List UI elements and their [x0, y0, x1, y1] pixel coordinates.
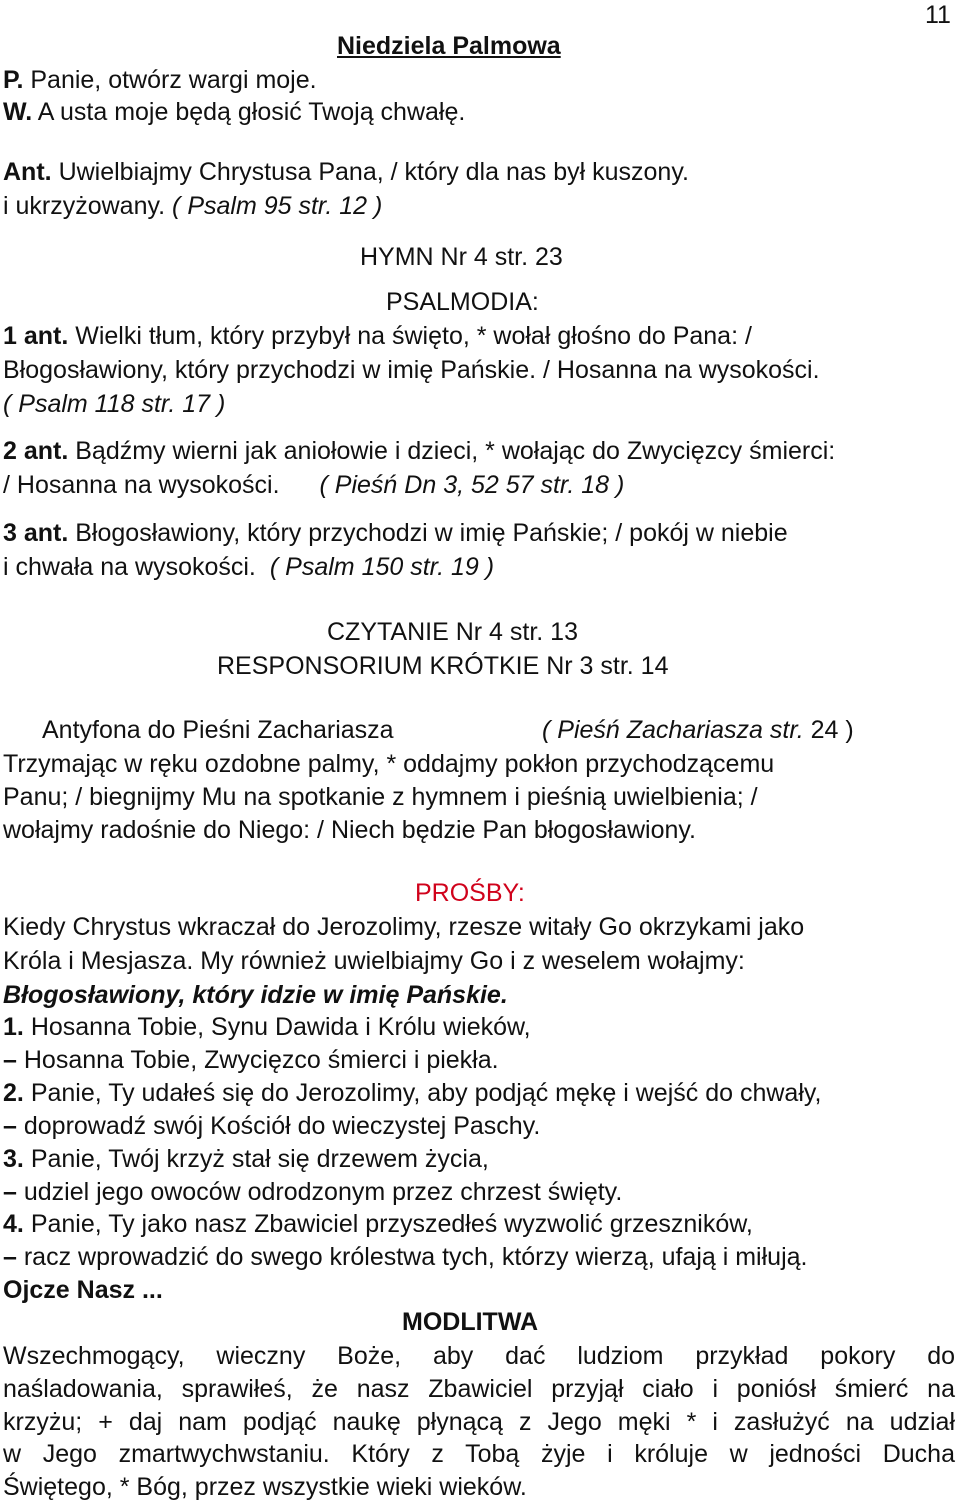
- intercession-3-num: 3.: [3, 1145, 24, 1173]
- czytanie-heading: CZYTANIE Nr 4 str. 13: [327, 618, 578, 646]
- intercession-2-dash: –: [3, 1112, 17, 1140]
- intercession-3-line2: [3, 1177, 622, 1207]
- zachariasz-ref: [542, 715, 854, 745]
- antiphon-text: Uwielbiajmy Chrystusa Pana, / który dla nas był kuszony.: [58, 158, 689, 186]
- zachariasz-line-2: Panu; / biegnijmy Mu na spotkanie z hymnem i pieśnią uwielbienia; /: [3, 783, 758, 811]
- modlitwa-heading: MODLITWA: [402, 1308, 539, 1336]
- intercession-2-line2: [3, 1111, 540, 1141]
- page-number: 11: [925, 1, 951, 29]
- ant2-text-2: / Hosanna na wysokości.: [3, 471, 280, 499]
- intercession-2-num: 2.: [3, 1079, 24, 1107]
- zachariasz-line-1: Trzymając w ręku ozdobne palmy, * oddajmy pokłon przychodzącemu: [3, 750, 775, 778]
- ant2-text: Bądźmy wierni jak aniołowie i dzieci, * wołając do Zwycięzcy śmierci:: [75, 437, 836, 465]
- intercession-4-dash: –: [3, 1243, 17, 1271]
- ant3-text-2: i chwała na wysokości.: [3, 553, 256, 581]
- prosby-response: Błogosławiony, który idzie w imię Pańskie.: [3, 981, 508, 1009]
- ant1-text: Wielki tłum, który przybył na święto, * wołał głośno do Pana: /: [75, 322, 752, 350]
- intercession-1-response: Hosanna Tobie, Zwycięzco śmierci i piekła.: [23, 1046, 499, 1074]
- hymn-heading: HYMN Nr 4 str. 23: [360, 243, 563, 271]
- p-text: Panie, otwórz wargi moje.: [30, 66, 317, 94]
- ant2-line1: [3, 436, 835, 466]
- intercession-4-text: Panie, Ty jako nasz Zbawiciel przyszedłeś wyzwolić grzeszników,: [30, 1210, 753, 1238]
- prosby-intro-2: Króla i Mesjasza. My również uwielbiajmy Go i z weselem wołajmy:: [3, 947, 745, 975]
- antiphon-text-2: i ukrzyżowany.: [3, 192, 166, 220]
- intercession-2-text: Panie, Ty udałeś się do Jerozolimy, aby podjąć mękę i wejść do chwały,: [30, 1079, 822, 1107]
- ant3-line1: [3, 518, 788, 548]
- p-label: P.: [3, 66, 24, 94]
- modlitwa-line-3: krzyżu; + daj nam podjąć naukę płynącą z Jego męki * i zasłużyć na udział: [3, 1408, 955, 1436]
- antiphon-label: Ant.: [3, 158, 52, 186]
- prosby-heading: PROŚBY:: [415, 879, 525, 907]
- intercession-3-text: Panie, Twój krzyż stał się drzewem życia,: [30, 1145, 489, 1173]
- intercession-4-response: racz wprowadzić do swego królestwa tych, którzy wierzą, ufają i miłują.: [23, 1243, 808, 1271]
- intercession-4-line2: [3, 1242, 807, 1272]
- zachariasz-line-3: wołajmy radośnie do Niego: / Niech będzie Pan błogosławiony.: [3, 816, 696, 844]
- w-text: A usta moje będą głosić Twoją chwałę.: [37, 98, 466, 126]
- intercession-4-line1: [3, 1209, 753, 1239]
- ant1-line2: Błogosławiony, który przychodzi w imię Pańskie. / Hosanna na wysokości.: [3, 356, 820, 384]
- w-label: W.: [3, 98, 33, 126]
- modlitwa-line-2: naśladowania, sprawiłeś, że nasz Zbawiciel przyjął ciało i poniósł śmierć na: [3, 1375, 955, 1403]
- ant3-line2: [3, 552, 494, 582]
- zachariasz-ref-end: 24 ): [810, 716, 854, 744]
- psalmodia-heading: PSALMODIA:: [386, 288, 539, 316]
- opening-w: [3, 97, 465, 127]
- antiphon-line: [3, 157, 689, 187]
- ant3-text: Błogosławiony, który przychodzi w imię Pańskie; / pokój w niebie: [75, 519, 788, 547]
- ant1-label: 1 ant.: [3, 322, 69, 350]
- responsorium-heading: RESPONSORIUM KRÓTKIE Nr 3 str. 14: [217, 652, 669, 680]
- intercession-1-text: Hosanna Tobie, Synu Dawida i Królu wieków,: [30, 1013, 531, 1041]
- intercession-3-dash: –: [3, 1178, 17, 1206]
- ant1-ref: ( Psalm 118 str. 17 ): [3, 390, 226, 418]
- zachariasz-ref-text: ( Pieśń Zachariasza str.: [542, 716, 804, 744]
- ant2-label: 2 ant.: [3, 437, 69, 465]
- intercession-1-dash: –: [3, 1046, 17, 1074]
- intercession-3-line1: [3, 1144, 489, 1174]
- page-title: Niedziela Palmowa: [337, 32, 561, 60]
- ojcze-nasz: Ojcze Nasz ...: [3, 1276, 163, 1304]
- prosby-intro-1: Kiedy Chrystus wkraczał do Jerozolimy, rzesze witały Go okrzykami jako: [3, 913, 805, 941]
- ant3-ref: ( Psalm 150 str. 19 ): [269, 553, 495, 581]
- zachariasz-heading: Antyfona do Pieśni Zachariasza: [42, 716, 394, 744]
- intercession-4-num: 4.: [3, 1210, 24, 1238]
- modlitwa-line-1: Wszechmogący, wieczny Boże, aby dać ludziom przykład pokory do: [3, 1342, 955, 1370]
- opening-p: [3, 65, 317, 95]
- intercession-1-line2: [3, 1045, 499, 1075]
- antiphon-ref: ( Psalm 95 str. 12 ): [172, 192, 383, 220]
- intercession-3-response: udziel jego owoców odrodzonym przez chrzest święty.: [23, 1178, 623, 1206]
- ant3-label: 3 ant.: [3, 519, 69, 547]
- modlitwa-line-4: w Jego zmartwychwstaniu. Który z Tobą żyje i króluje w jedności Ducha: [3, 1440, 955, 1468]
- ant1-line1: [3, 321, 752, 351]
- ant2-ref: ( Pieśń Dn 3, 52 57 str. 18 ): [319, 471, 625, 499]
- antiphon-line-2: [3, 191, 382, 221]
- ant2-line2: [3, 470, 624, 500]
- intercession-1-num: 1.: [3, 1013, 24, 1041]
- intercession-2-line1: [3, 1078, 821, 1108]
- modlitwa-line-5: Świętego, * Bóg, przez wszystkie wieki wieków.: [3, 1473, 527, 1501]
- intercession-2-response: doprowadź swój Kościół do wieczystej Paschy.: [23, 1112, 541, 1140]
- intercession-1-line1: [3, 1012, 531, 1042]
